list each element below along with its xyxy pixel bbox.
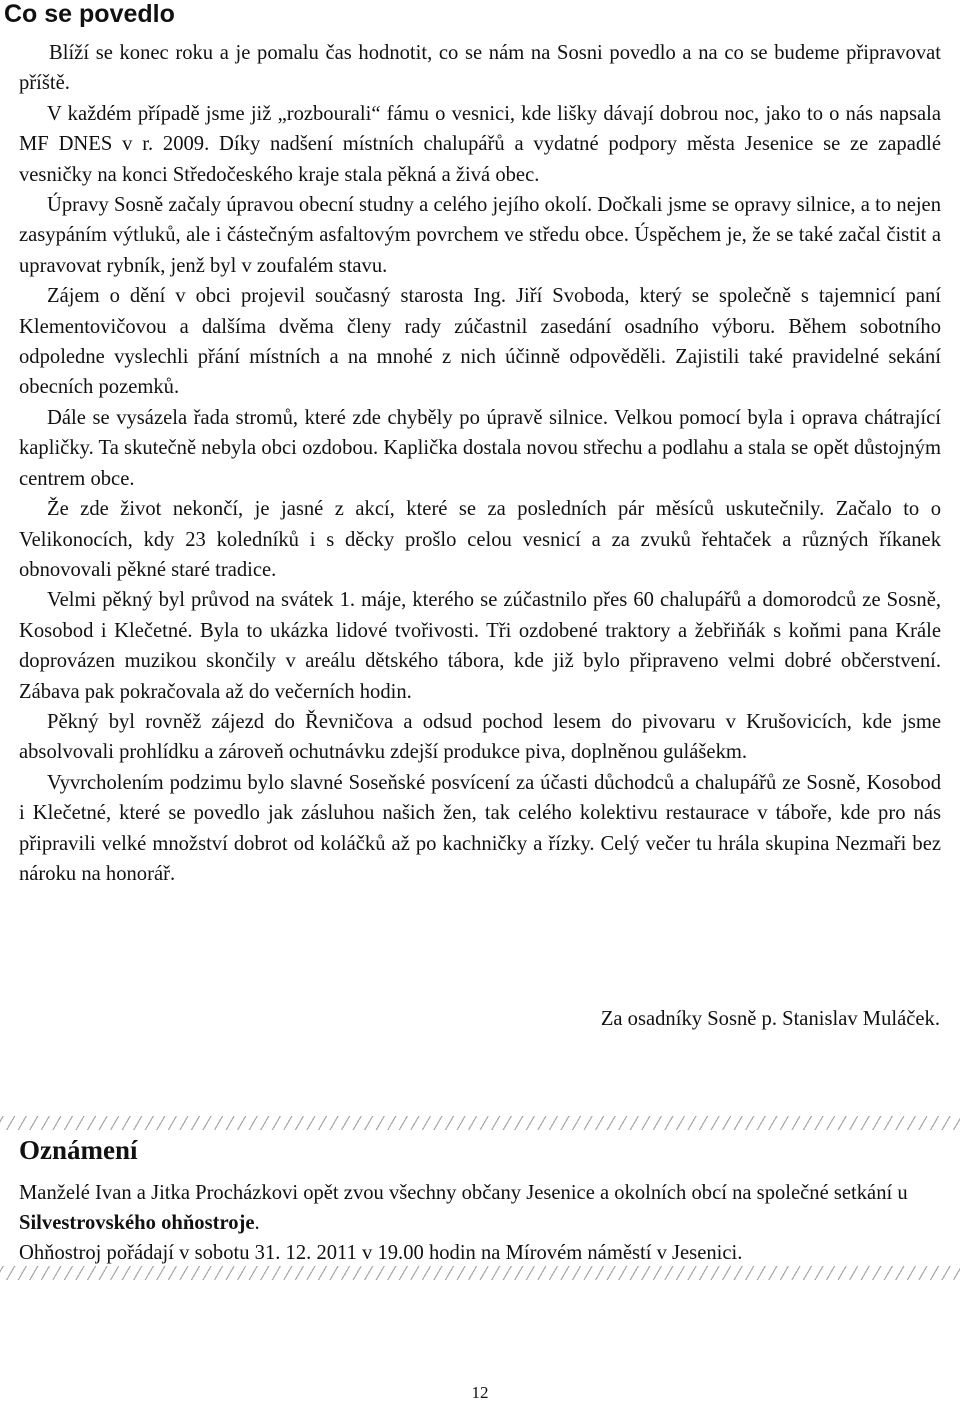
article-title: Co se povedlo (4, 0, 175, 28)
paragraph: Úpravy Sosně začaly úpravou obecní studny a celého jejího okolí. Dočkali jsme se opravy silnice, a to nejen zasypáním výtluků, ale i částečným asfaltovým povrchem ve středu obce. Úspěchem je, že se také začal čistit a upravovat rybník, jenž byl v zoufalém stavu. (19, 194, 941, 277)
notice-text-end: . (254, 1212, 260, 1234)
paragraph: Že zde život nekončí, je jasné z akcí, které se za posledních pár měsíců uskutečnily. Začalo to o Velikonocích, kdy 23 koledníků i s děcky prošlo celou vesnicí a za zvuků řehtaček a různých říkanek obnovovali pěkné staré tradice. (19, 498, 941, 581)
notice-text: Manželé Ivan a Jitka Procházkovi opět zvou všechny občany Jesenice a okolních obcí na společné setkání u (19, 1182, 908, 1204)
paragraph: Dále se vysázela řada stromů, které zde chyběly po úpravě silnice. Velkou pomocí byla i oprava chátrající kapličky. Ta skutečně nebyla obci ozdobou. Kaplička dostala novou střechu a podlahu a stala se opět důstojným centrem obce. (19, 406, 941, 490)
article-signature: Za osadníky Sosně p. Stanislav Muláček. (600, 1008, 940, 1030)
paragraph: Pěkný byl rovněž zájezd do Řevničova a odsud pochod lesem do pivovaru v Krušovicích, kde jsme absolvovali prohlídku a zároveň ochutnávku zdejší produkce piva, doplněnou gulášekm. (19, 710, 941, 764)
article-body (19, 38, 941, 889)
hatched-divider-bottom (0, 1266, 960, 1280)
hatched-divider-top (0, 1116, 960, 1130)
paragraph: V každém případě jsme již „rozbourali“ fámu o vesnici, kde lišky dávají dobrou noc, jako to o nás napsala MF DNES v r. 2009. Díky nadšení místních chalupářů a vydatné podpory města Jesenice se ze zapadlé vesničky na konci Středočeského kraje stala pěkná a živá obec. (19, 102, 941, 186)
paragraph: Velmi pěkný byl průvod na svátek 1. máje, kterého se zúčastnilo přes 60 chalupářů a domorodců ze Sosně, Kosobod i Klečetné. Byla to ukázka lidové tvořivosti. Tři ozdobené traktory a žebřiňák s koňmi pana Krále doprovázen muzikou skončily v areálu dětského tábora, kde již bylo připraveno velmi dobré občerstvení. Zábava pak pokračovala až do večerních hodin. (19, 589, 941, 703)
notice-highlight: Silvestrovského ohňostroje (19, 1212, 255, 1234)
page-number: 12 (471, 1383, 489, 1402)
notice-title: Oznámení (19, 1135, 138, 1165)
notice-body (19, 1178, 941, 1268)
paragraph: Blíží se konec roku a je pomalu čas hodnotit, co se nám na Sosni povedlo a na co se budeme připravovat příště. (19, 42, 941, 95)
paragraph: Vyvrcholením podzimu bylo slavné Soseňské posvícení za účasti důchodců a chalupářů ze Sosně, Kosobod i Klečetné, které se povedlo jak zásluhou našich žen, tak celého kolektivu restaurace v táboře, kde pro nás připravili velké množství dobrot od koláčků až po kachničky a řízky. Celý večer tu hrála skupina Nezmaři bez nároku na honorář. (19, 771, 941, 885)
paragraph: Zájem o dění v obci projevil současný starosta Ing. Jiří Svoboda, který se společně s tajemnicí paní Klementovičovou a dalšíma dvěma členy rady zúčastnil zasedání osadního výboru. Během sobotního odpoledne vyslechli přání místních a na mnohé z nich účinně odpověděli. Zajistili také pravidelné sekání obecních pozemků. (19, 285, 941, 399)
notice-invitation (19, 1178, 941, 1238)
notice-details: Ohňostroj pořádají v sobotu 31. 12. 2011 v 19.00 hodin na Mírovém náměstí v Jesenici. (19, 1242, 743, 1264)
